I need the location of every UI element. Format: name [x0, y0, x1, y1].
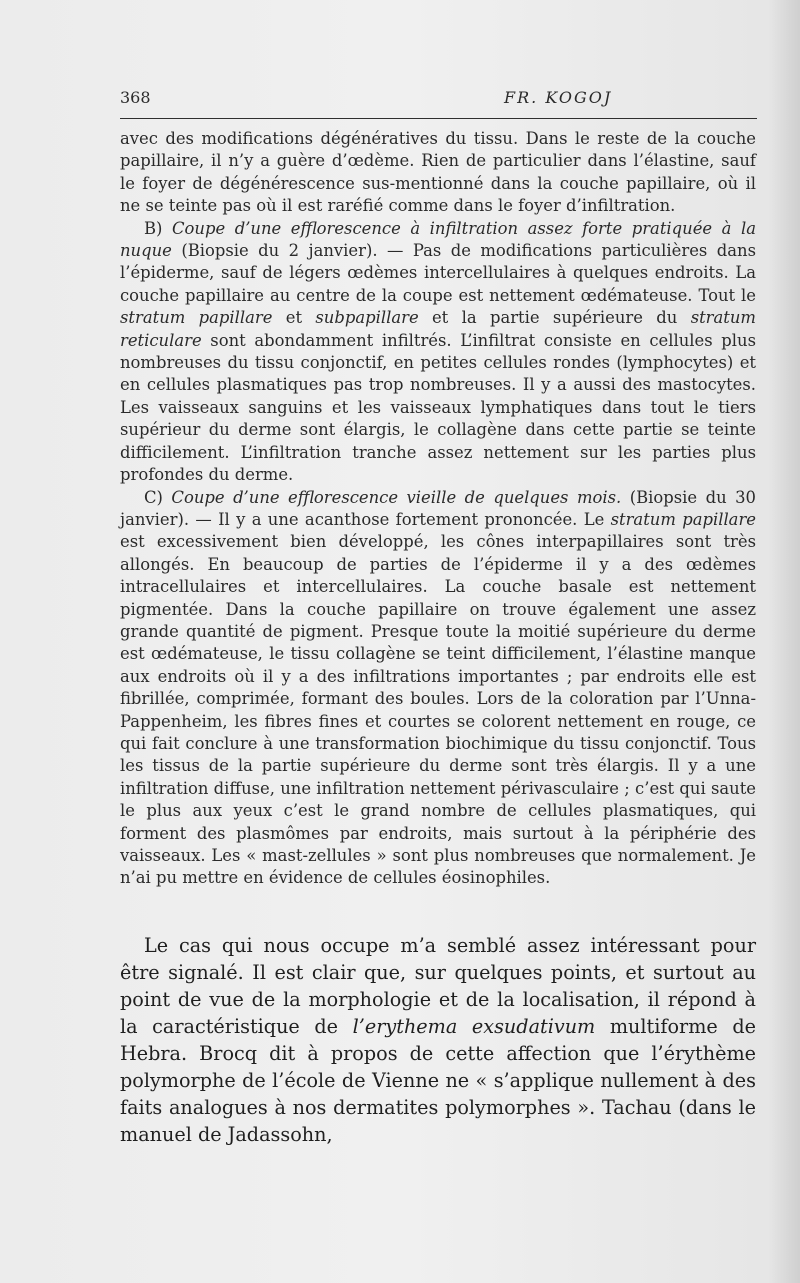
section-c-text-2: est excessivement bien développé, les cônes interpapillaires sont très allongés. En beaucoup de parties de l’épiderme il y a des œdèmes intracellulaires et intercellulaires. La couche basale est nettement pigmentée. Dans la couche papillaire on trouve également une assez grande quantité de pigment. Presque toute la moitié supérieure du derme est œdémateuse, le tissu collagène se teint difficilement, l’élastine manque aux endroits où il y a des infiltrations importantes ; par endroits elle est fibrillée, comprimée, formant des boules. Lors de la coloration par l’Unna-Pappenheim, les fibres fines et courtes se colorent nettement en rouge, ce qui fait conclure à une transformation biochimique du tissu conjonctif. Tous les tissus de la partie supérieure du derme sont très élargis. Il y a une infiltration diffuse, une infiltration nettement périvasculaire ; c’est qui saute le plus aux yeux c’est le grand nombre de cellules plasmatiques, qui forment des plasmômes par endroits, mais surtout à la périphérie des vaisseaux. Les « mast-zellules » sont plus nombreuses que normalement. Je n’ai pu mettre en évidence de cellules éosinophiles.: [120, 532, 756, 888]
section-b-italic-2: subpapillare: [315, 308, 419, 328]
discussion-text-2: multiforme de Hebra. Brocq dit à propos de cette affection que l’érythème polymorphe de l’école de Vienne ne « s’applique nullement à des faits analogues à nos dermatites polymorphes ». Tachau (dans le manuel de Jadassohn,: [120, 1015, 757, 1146]
header-rule: [120, 118, 757, 119]
section-c-italic-1: stratum papillare: [610, 509, 756, 529]
paragraph-discussion: [120, 932, 756, 1148]
paragraph-section-c: [120, 487, 756, 890]
section-c-title: Coupe d’une efflorescence vieille de quelques mois.: [171, 487, 622, 507]
section-b-text-1: (Biopsie du 2 janvier). — Pas de modifications particulières dans l’épiderme, sauf de légers œdèmes intercellulaires à quelques endroits. La couche papillaire au centre de la coupe est nettement œdémateuse. Tout le: [120, 241, 756, 305]
discussion-italic-1: l’erythema exsudativum: [352, 1015, 596, 1038]
section-b-title: Coupe d’une efflorescence à infiltration assez forte pratiquée à la nuque: [120, 218, 756, 261]
section-b-text-2: et: [272, 308, 316, 328]
section-b-italic-1: stratum papillare: [120, 308, 273, 328]
small-print-section: [120, 128, 756, 890]
running-head: FR. KOGOJ: [504, 88, 613, 107]
discussion-text-1: Le cas qui nous occupe m’a semblé assez intéressant pour être signalé. Il est clair que, sur quelques points, et surtout au point de vue de la morphologie et de la localisation, il répond à la caractéristique de: [120, 934, 756, 1038]
section-b-lead: B): [144, 218, 172, 238]
page-header: [120, 88, 757, 114]
paragraph-continuation: avec des modifications dégénératives du tissu. Dans le reste de la couche papillaire, il n’y a guère d’œdème. Rien de particulier dans l’élastine, sauf le foyer de dégénérescence sus-mentionné dans la couche papillaire, où il ne se teinte pas où il est raréfié comme dans le foyer d’infiltration.: [120, 129, 756, 216]
page-number: 368: [120, 88, 151, 107]
section-b-italic-3: stratum reticulare: [120, 308, 756, 350]
paragraph-section-b: [120, 218, 756, 487]
section-c-lead: C): [144, 487, 172, 507]
section-b-text-3: et la partie supérieure du: [418, 308, 691, 328]
section-b-text-4: sont abondamment infiltrés. L’infiltrat consiste en cellules plus nombreuses du tissu conjonctif, en petites cellules rondes (lymphocytes) et en cellules plasmatiques pas trop nombreuses. Il y a aussi des mastocytes. Les vaisseaux sanguins et les vaisseaux lymphatiques dans tout le tiers supérieur du derme sont élargis, le collagène dans cette partie se teinte difficilement. L’infiltration tranche assez nettement sur les parties plus profondes du derme.: [120, 330, 756, 485]
section-c-text-1: (Biopsie du 30 janvier). — Il y a une acanthose fortement prononcée. Le: [120, 487, 756, 529]
